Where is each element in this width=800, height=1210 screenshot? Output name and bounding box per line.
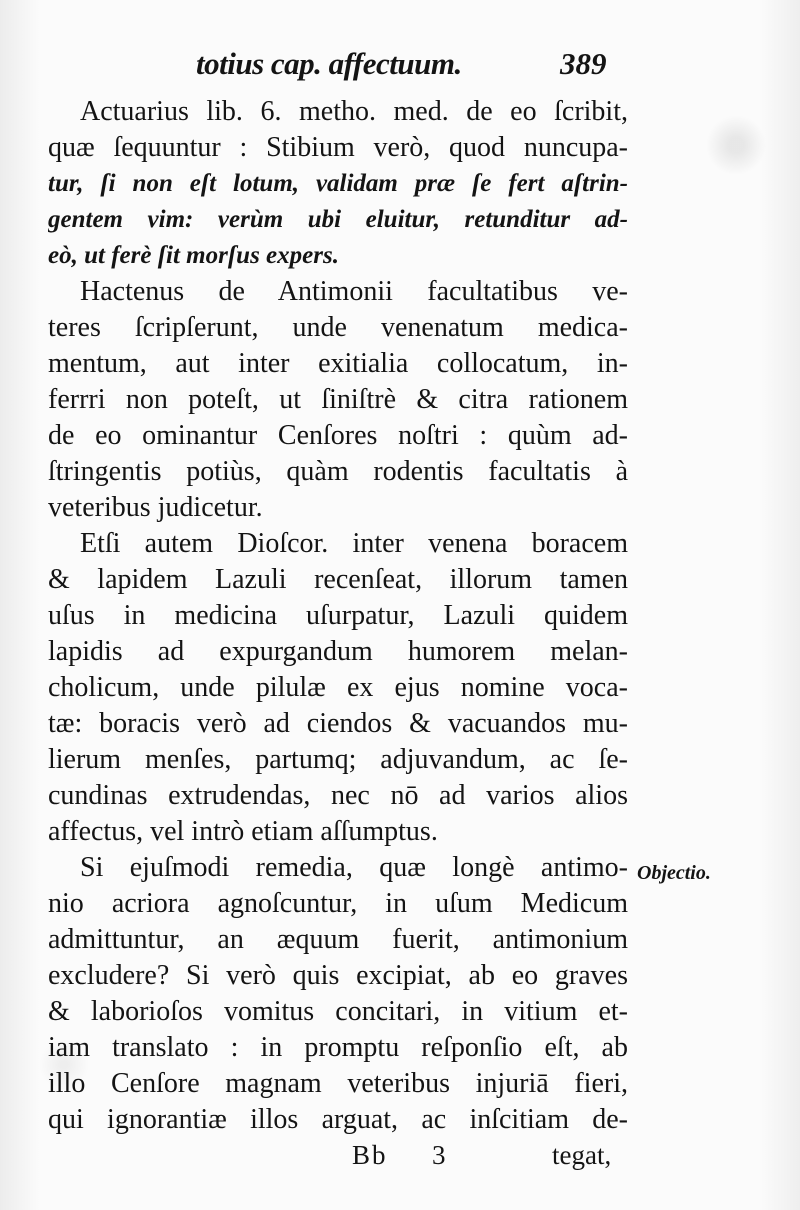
text-line: & laborioſos vomitus concitari, in vitium et-	[48, 996, 628, 1027]
text-line: tur, ſi non eſt lotum, validam præ ſe fert aſtrin-	[48, 170, 628, 197]
text-line: iam translato : in promptu reſponſio eſt, ab	[48, 1032, 628, 1063]
running-title: totius cap. affectuum.	[196, 46, 462, 81]
page-number: 389	[560, 46, 607, 81]
margin-note: Objectio.	[637, 862, 711, 884]
text-line: qui ignorantiæ illos arguat, ac inſcitiam de-	[48, 1104, 628, 1135]
text-line: Etſi autem Dioſcor. inter venena boracem	[80, 528, 628, 559]
text-line: illo Cenſore magnam veteribus injuriā fieri,	[48, 1068, 628, 1099]
text-line: lapidis ad expurgandum humorem melan-	[48, 636, 628, 667]
text-line: affectus, vel intrò etiam aſſumptus.	[48, 816, 438, 847]
text-line: ſtringentis potiùs, quàm rodentis facultatis à	[48, 456, 628, 487]
text-line: gentem vim: verùm ubi eluitur, retunditur ad-	[48, 206, 628, 233]
text-line: mentum, aut inter exitialia collocatum, in-	[48, 348, 628, 379]
text-line: & lapidem Lazuli recenſeat, illorum tamen	[48, 564, 628, 595]
text-line: cholicum, unde pilulæ ex ejus nomine voca-	[48, 672, 628, 703]
text-line: ferrri non poteſt, ut ſiniſtrè & citra rationem	[48, 384, 628, 415]
signature-number: 3	[432, 1140, 446, 1170]
signature-mark: Bb	[352, 1140, 388, 1170]
text-line: uſus in medicina uſurpatur, Lazuli quidem	[48, 600, 628, 631]
text-line: tæ: boracis verò ad ciendos & vacuandos mu-	[48, 708, 628, 739]
text-line: Hactenus de Antimonii facultatibus ve-	[80, 276, 628, 307]
body-text	[48, 94, 628, 1138]
text-line: eò, ut ferè ſit morſus expers.	[48, 242, 339, 269]
text-line: lierum menſes, partumq; adjuvandum, ac ſe-	[48, 744, 628, 775]
text-line: teres ſcripſerunt, unde venenatum medica-	[48, 312, 628, 343]
text-line: Actuarius lib. 6. metho. med. de eo ſcribit,	[80, 96, 628, 127]
text-line: Si ejuſmodi remedia, quæ longè antimo-	[80, 852, 628, 883]
page-footer	[0, 1140, 800, 1180]
text-line: quæ ſequuntur : Stibium verò, quod nuncupa-	[48, 132, 628, 163]
text-line: admittuntur, an æquum fuerit, antimonium	[48, 924, 628, 955]
text-line: de eo ominantur Cenſores noſtri : quùm ad-	[48, 420, 628, 451]
text-line: cundinas extrudendas, nec nō ad varios alios	[48, 780, 628, 811]
text-line: veteribus judicetur.	[48, 492, 263, 523]
catchword: tegat,	[552, 1140, 612, 1170]
text-line: excludere? Si verò quis excipiat, ab eo graves	[48, 960, 628, 991]
page-header	[0, 46, 800, 94]
text-line: nio acriora agnoſcuntur, in uſum Medicum	[48, 888, 628, 919]
